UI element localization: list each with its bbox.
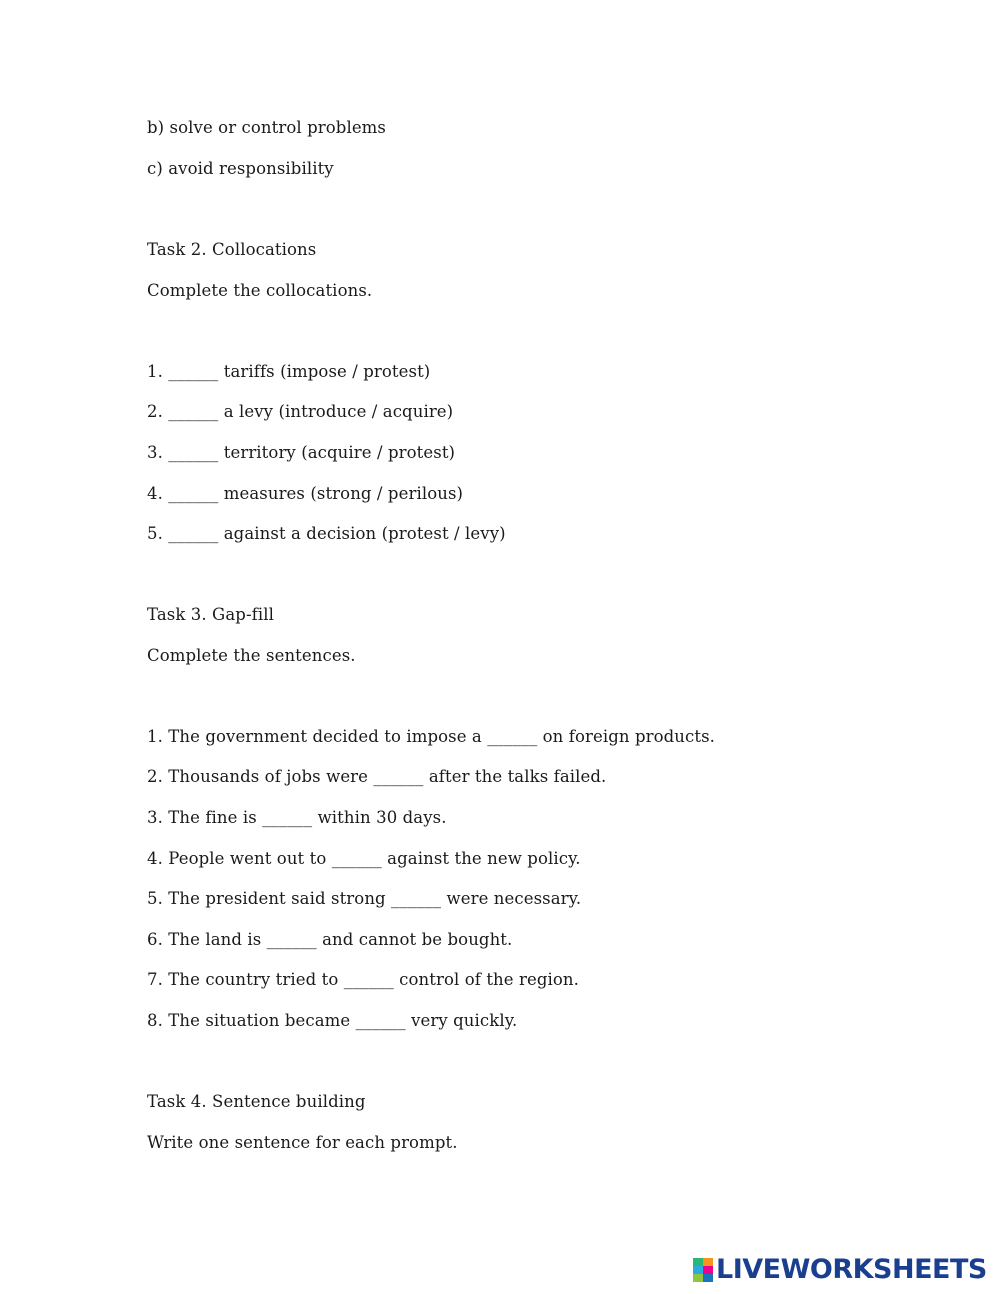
task3-title: Task 3. Gap-fill bbox=[147, 605, 274, 624]
task3-item: 2. Thousands of jobs were ______ after the talks failed. bbox=[147, 767, 607, 786]
task4-title: Task 4. Sentence building bbox=[147, 1092, 366, 1111]
task3-instruction: Complete the sentences. bbox=[147, 646, 356, 665]
liveworksheets-logo-icon bbox=[693, 1258, 713, 1282]
task1-option-c: c) avoid responsibility bbox=[147, 159, 334, 178]
task2-item: 5. ______ against a decision (protest / levy) bbox=[147, 524, 506, 543]
task3-item: 4. People went out to ______ against the new policy. bbox=[147, 849, 581, 868]
task2-title: Task 2. Collocations bbox=[147, 240, 317, 259]
task3-item: 6. The land is ______ and cannot be bought. bbox=[147, 930, 513, 949]
task4-instruction: Write one sentence for each prompt. bbox=[147, 1133, 458, 1152]
liveworksheets-logo-text: LIVEWORKSHEETS bbox=[716, 1254, 987, 1285]
task2-item: 3. ______ territory (acquire / protest) bbox=[147, 443, 456, 462]
task2-item: 2. ______ a levy (introduce / acquire) bbox=[147, 402, 454, 421]
task3-item: 5. The president said strong ______ were necessary. bbox=[147, 889, 582, 908]
task3-item: 3. The fine is ______ within 30 days. bbox=[147, 808, 447, 827]
task2-item: 4. ______ measures (strong / perilous) bbox=[147, 484, 464, 503]
task2-item: 1. ______ tariffs (impose / protest) bbox=[147, 362, 431, 381]
task3-item: 8. The situation became ______ very quickly. bbox=[147, 1011, 518, 1030]
task3-item: 7. The country tried to ______ control of the region. bbox=[147, 970, 579, 989]
liveworksheets-logo bbox=[693, 1256, 987, 1284]
task1-option-b: b) solve or control problems bbox=[147, 118, 386, 137]
task2-instruction: Complete the collocations. bbox=[147, 281, 373, 300]
task3-item: 1. The government decided to impose a ______ on foreign products. bbox=[147, 727, 716, 746]
